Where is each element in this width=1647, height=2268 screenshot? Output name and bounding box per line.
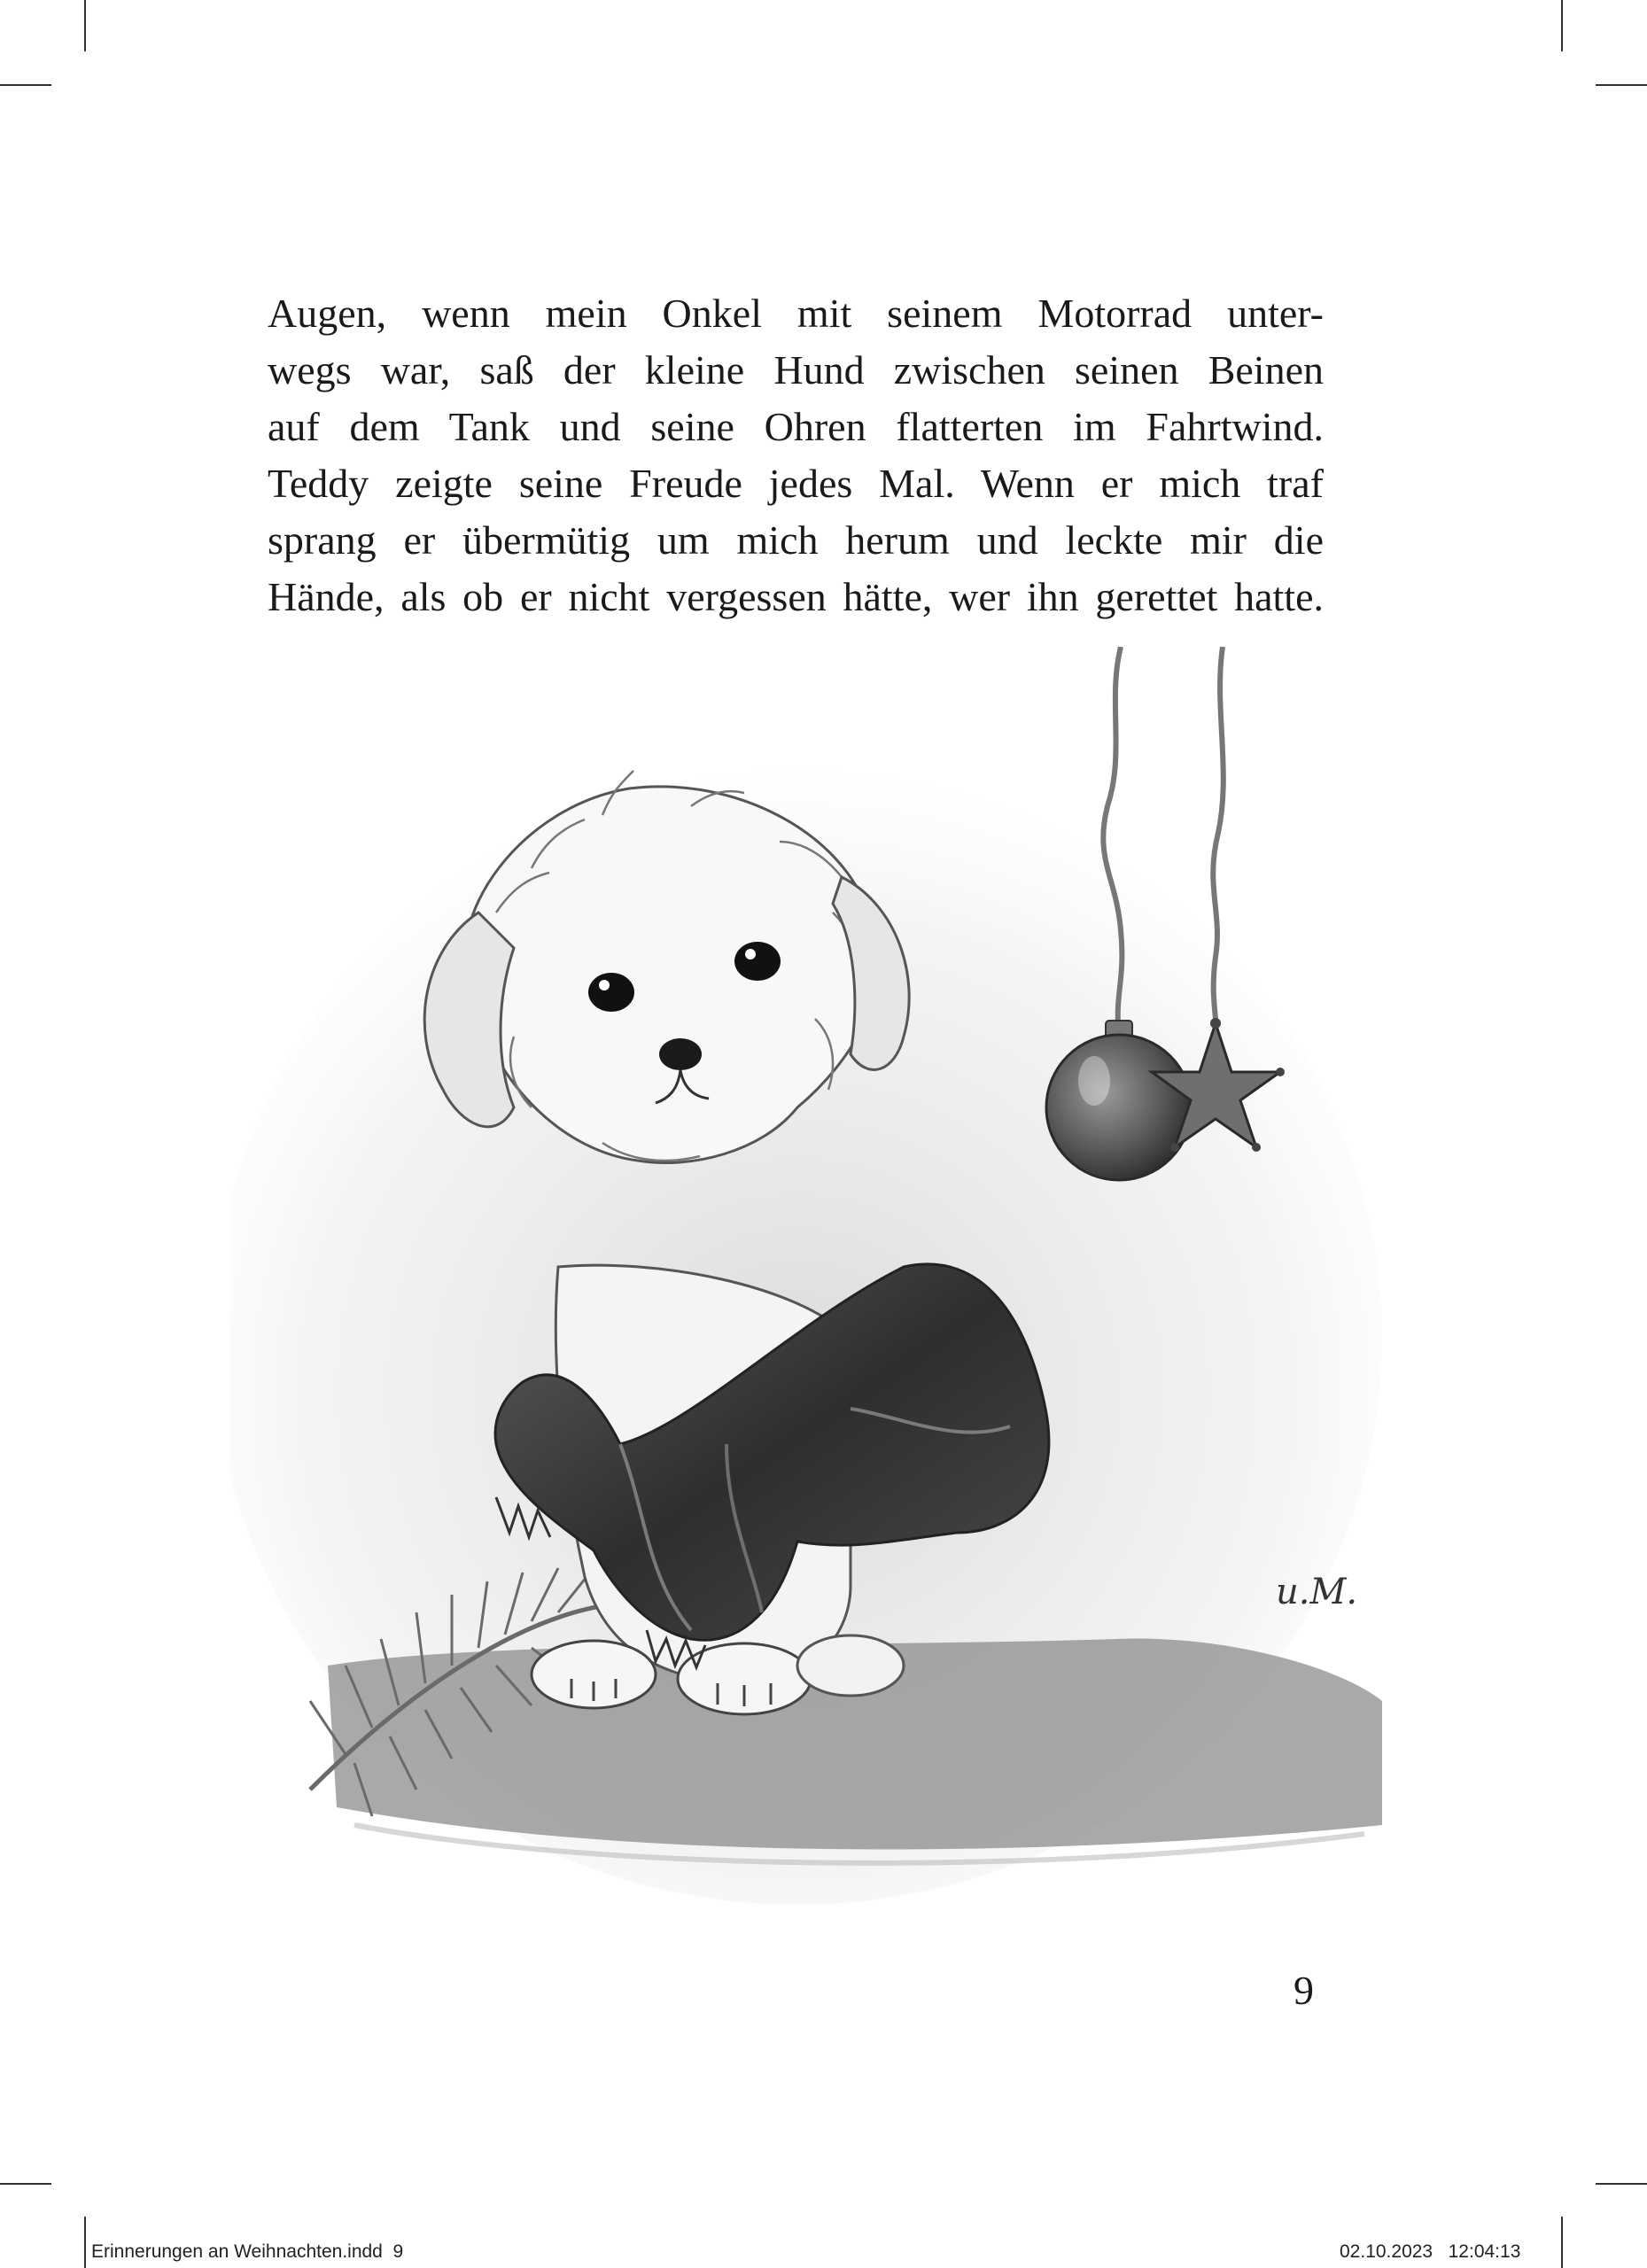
artist-signature: u.M. — [1276, 1572, 1358, 1612]
crop-mark — [1561, 2217, 1563, 2268]
crop-mark — [1596, 84, 1647, 86]
crop-mark — [0, 2183, 51, 2185]
dog-nose — [659, 1038, 702, 1070]
crop-mark — [1596, 2183, 1647, 2185]
text-line: Teddy zeigte seine Freude jedes Mal. Wenn er mich traf — [268, 461, 1324, 506]
text-line: Augen, wenn mein Onkel mit seinem Motorrad unter- — [268, 291, 1324, 336]
right-eye — [734, 942, 781, 981]
slug-date: 02.10.2023 — [1340, 2241, 1433, 2262]
text-line: auf dem Tank und seine Ohren flatterten im Fahrtwind. — [268, 404, 1324, 449]
slug-file: Erinnerungen an Weihnachten.indd — [91, 2241, 383, 2262]
body-paragraph — [268, 285, 1324, 625]
slug-timestamp — [1340, 2241, 1520, 2263]
back-paw — [797, 1635, 904, 1696]
slug-page: 9 — [392, 2241, 404, 2262]
crop-mark — [84, 2217, 86, 2268]
text-line: Hände, als ob er nicht vergessen hätte, wer ihn gerettet hatte. — [268, 574, 1324, 619]
ball-ornament — [1046, 1035, 1192, 1180]
dog-illustration — [230, 647, 1400, 1949]
crop-mark — [0, 84, 51, 86]
text-line: wegs war, saß der kleine Hund zwischen seinen Beinen — [268, 347, 1324, 392]
crop-mark — [84, 0, 86, 51]
text-line: sprang er übermütig um mich herum und leckte mir die — [268, 517, 1324, 563]
left-eye — [588, 973, 634, 1012]
slug-time: 12:04:13 — [1448, 2241, 1521, 2262]
crop-mark — [1561, 0, 1563, 51]
slug-filename — [91, 2241, 403, 2263]
page-number: 9 — [1294, 1968, 1314, 2013]
